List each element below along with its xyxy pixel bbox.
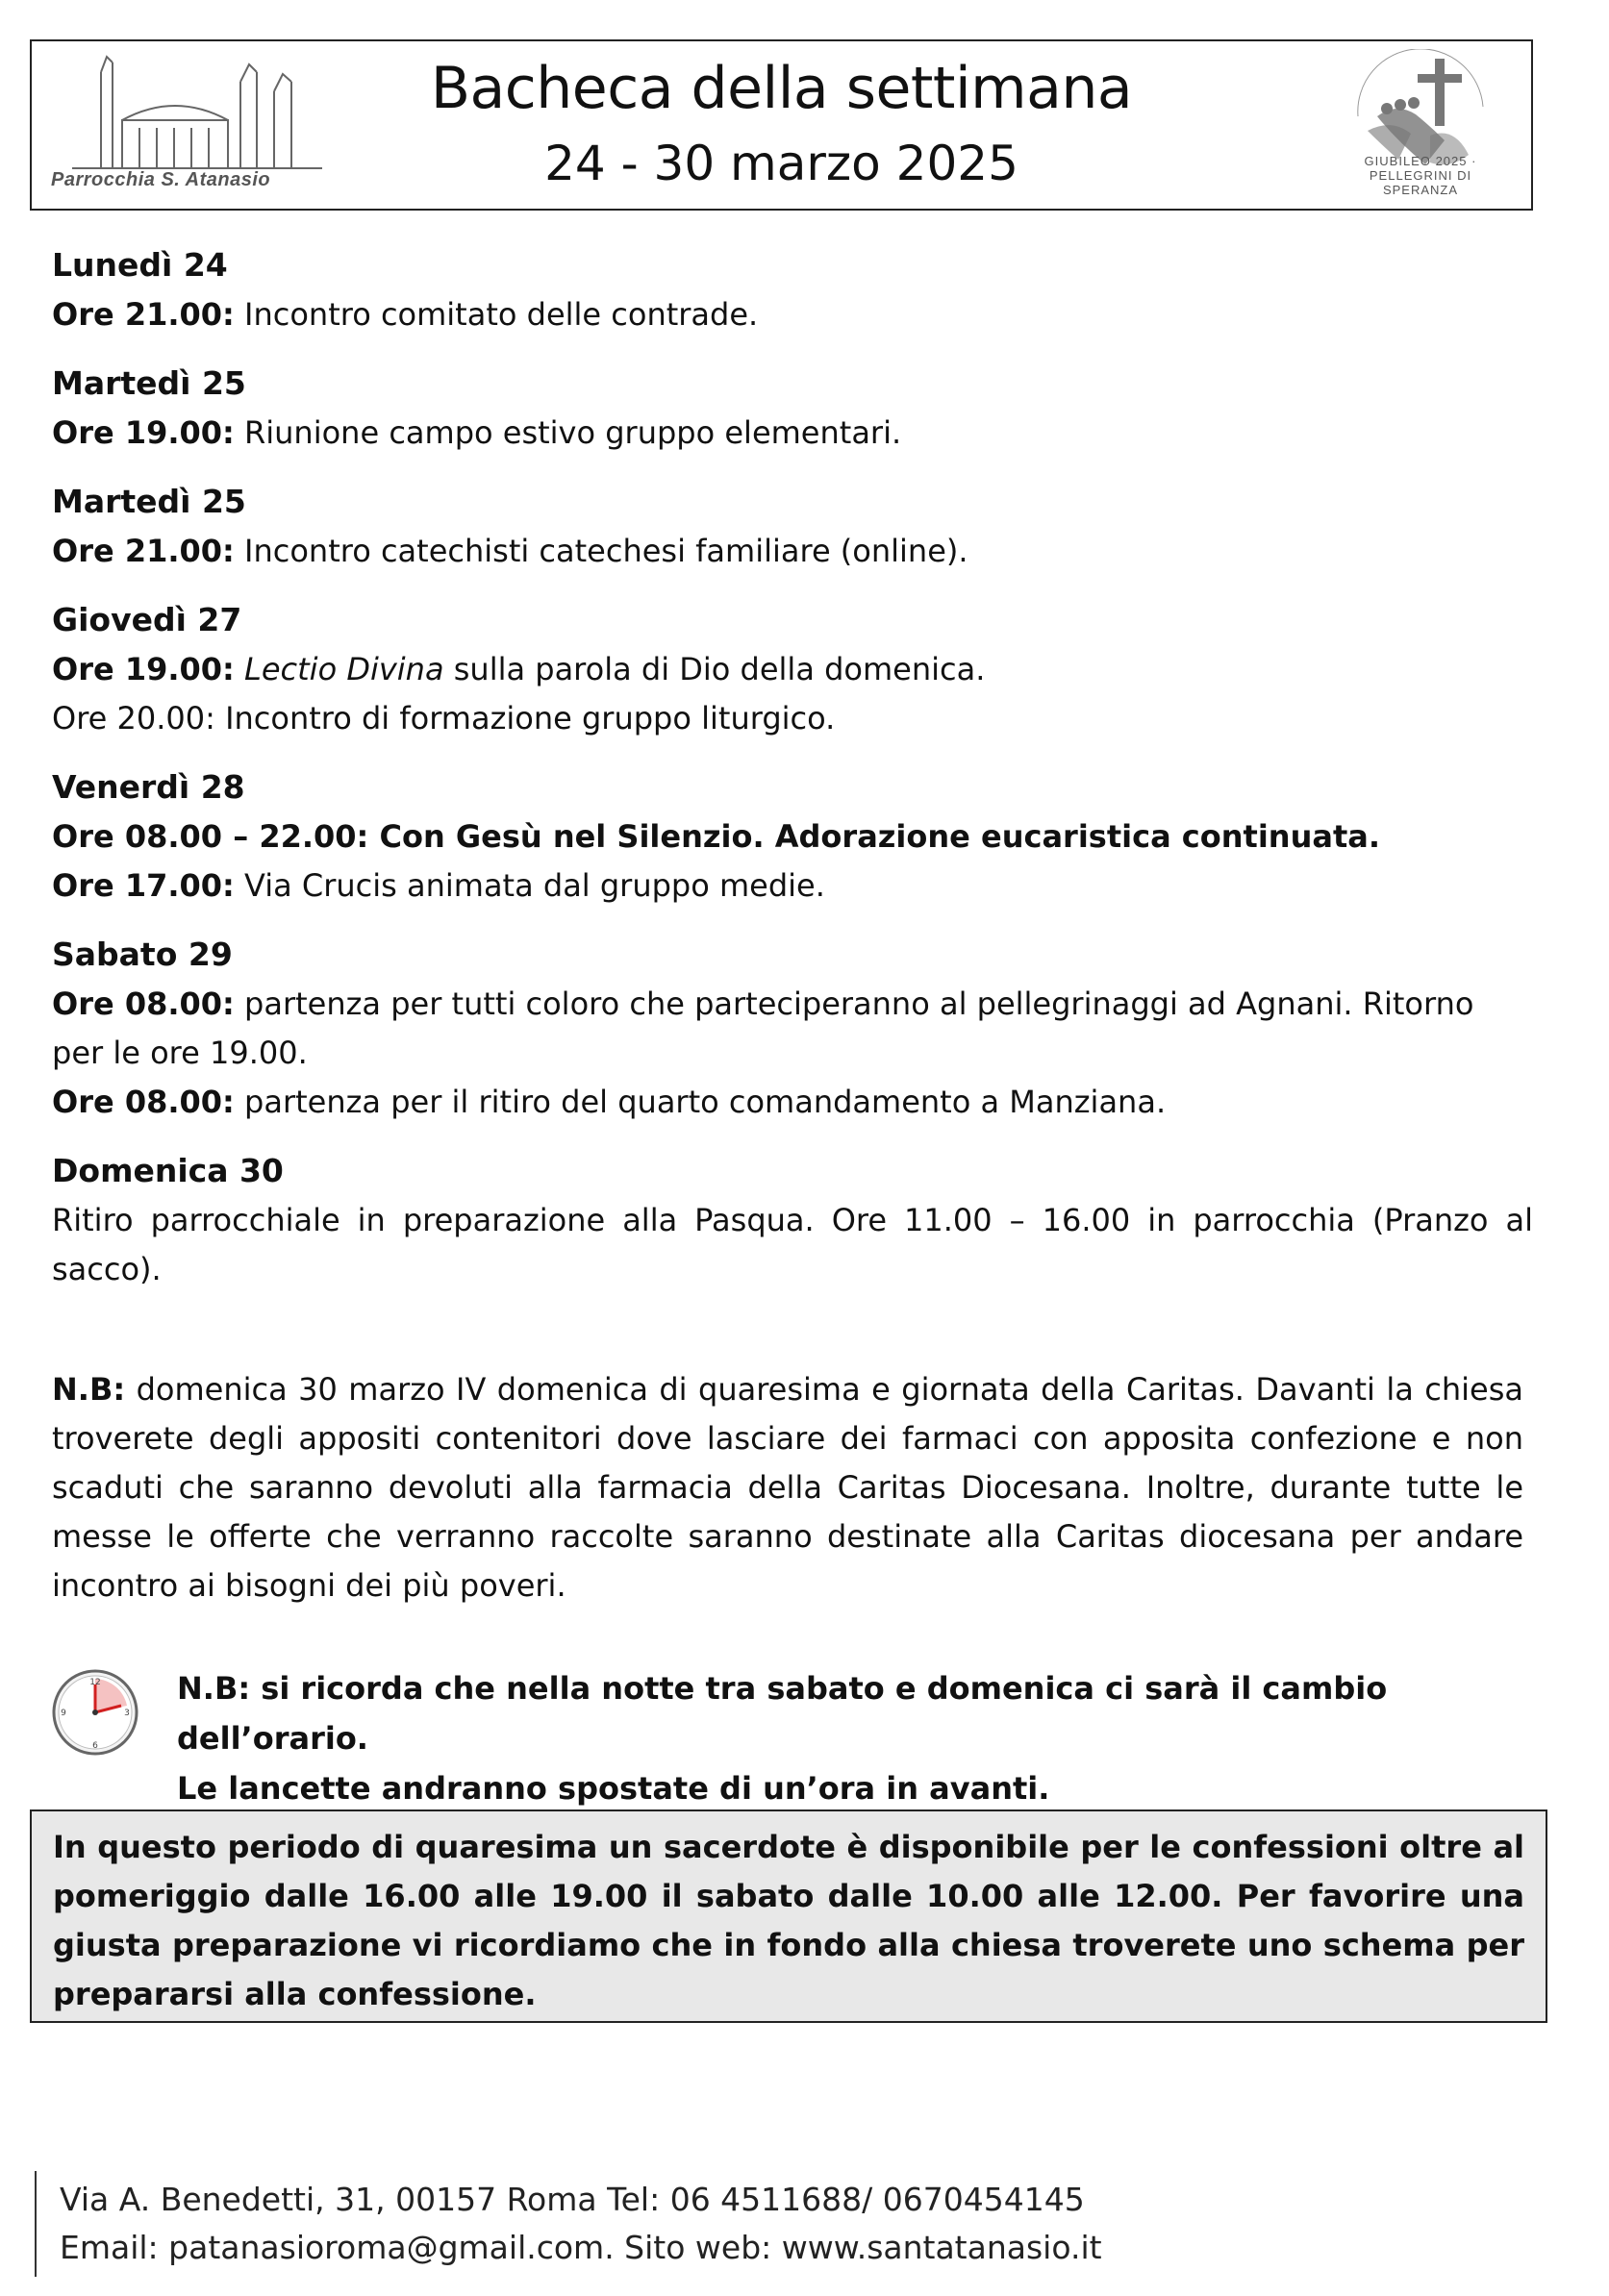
event-time: Ore 19.00: [52, 414, 235, 451]
event-line: Ore 20.00: Incontro di formazione gruppo liturgico. [52, 700, 836, 736]
svg-text:3: 3 [124, 1709, 130, 1718]
event-line [52, 861, 1533, 911]
svg-text:9: 9 [61, 1709, 66, 1718]
nb-text: domenica 30 marzo IV domenica di quaresima e giornata della Caritas. Davanti la chiesa troverete degli appositi contenitori dove lasciare dei farmaci con apposita confezione e non scaduti che saranno devoluti alla farmacia della Caritas Diocesana. Inoltre, durante tutte le messe le offerte che verranno raccolte saranno destinate alla Caritas diocesana per andare incontro ai bisogni dei più poveri. [52, 1371, 1523, 1604]
day-title: Domenica 30 [52, 1152, 284, 1189]
svg-text:12: 12 [89, 1678, 101, 1687]
footer-address: Via A. Benedetti, 31, 00157 Roma Tel: 06 4511688/ 0670454145 [60, 2181, 1085, 2218]
event-bold-text: Ore 08.00 – 22.00: Con Gesù nel Silenzio. Adorazione eucaristica continuata. [52, 818, 1380, 855]
jubilee-logo [1339, 49, 1502, 203]
event-time: Ore 21.00: [52, 296, 235, 333]
header-box [30, 39, 1533, 211]
time-change-line-2: Le lancette andranno spostate di un’ora in avanti. [177, 1770, 1050, 1807]
event-time: Ore 08.00: [52, 986, 235, 1022]
jubilee-logo-text: GIUBILEO 2025 · PELLEGRINI DI SPERANZA [1364, 154, 1477, 197]
footer-contacts: Email: patanasioroma@gmail.com. Sito web: www.santatanasio.it [60, 2229, 1102, 2266]
footer-divider [35, 2171, 37, 2277]
nb-caritas-note [52, 1365, 1523, 1610]
day-title: Venerdì 28 [52, 768, 245, 806]
event-line [52, 409, 1533, 458]
event-line [52, 980, 1533, 1078]
day-block [52, 762, 1533, 911]
day-block [52, 1146, 1533, 1294]
page-title: Bacheca della settimana [430, 55, 1133, 122]
event-text: Incontro comitato delle contrade. [234, 296, 759, 333]
day-block [52, 595, 1533, 743]
day-block [52, 359, 1533, 458]
day-title: Martedì 25 [52, 364, 246, 402]
event-line: Ritiro parrocchiale in preparazione alla Pasqua. Ore 11.00 – 16.00 in parrocchia (Pranzo al sacco). [52, 1202, 1533, 1287]
event-text: partenza per tutti coloro che parteciperanno al pellegrinaggi ad Agnani. Ritorno per le ore 19.00. [52, 986, 1474, 1071]
day-block [52, 240, 1533, 339]
clock-icon [50, 1667, 140, 1758]
event-time: Ore 08.00: [52, 1084, 235, 1120]
nb-label: N.B: [52, 1371, 126, 1408]
event-text: partenza per il ritiro del quarto comandamento a Manziana. [234, 1084, 1167, 1120]
event-line [52, 1078, 1533, 1127]
day-title: Martedì 25 [52, 483, 246, 520]
confession-text: In questo periodo di quaresima un sacerdote è disponibile per le confessioni oltre al pomeriggio dalle 16.00 alle 19.00 il sabato dalle 10.00 alle 12.00. Per favorire una giusta preparazione vi ricordiamo che in fondo alla chiesa troverete uno schema per prepararsi alla confessione. [53, 1829, 1524, 2012]
time-change-line-1: N.B: si ricorda che nella notte tra sabato e domenica ci sarà il cambio dell’orario. [177, 1670, 1388, 1757]
weekly-schedule [52, 240, 1533, 1313]
event-time: Ore 19.00: [52, 651, 235, 687]
event-text: Incontro catechisti catechesi familiare (online). [234, 533, 968, 569]
day-title: Giovedì 27 [52, 601, 242, 638]
event-line [52, 527, 1533, 576]
day-block [52, 930, 1533, 1127]
event-time: Ore 21.00: [52, 533, 235, 569]
event-line [52, 812, 1533, 861]
event-line [52, 645, 1533, 694]
event-text: sulla parola di Dio della domenica. [443, 651, 986, 687]
event-line [52, 290, 1533, 339]
svg-text:6: 6 [92, 1741, 98, 1751]
day-block [52, 477, 1533, 576]
event-italic-text: Lectio Divina [234, 651, 444, 687]
time-change-notice [177, 1663, 1543, 1813]
parish-logo-caption: Parrocchia S. Atanasio [51, 169, 271, 190]
event-text: Via Crucis animata dal gruppo medie. [234, 867, 825, 904]
day-title: Lunedì 24 [52, 246, 228, 284]
confession-box [30, 1809, 1547, 2023]
day-title: Sabato 29 [52, 936, 233, 973]
page-date-range: 24 - 30 marzo 2025 [544, 136, 1018, 191]
event-time: Ore 17.00: [52, 867, 235, 904]
event-text: Riunione campo estivo gruppo elementari. [234, 414, 902, 451]
